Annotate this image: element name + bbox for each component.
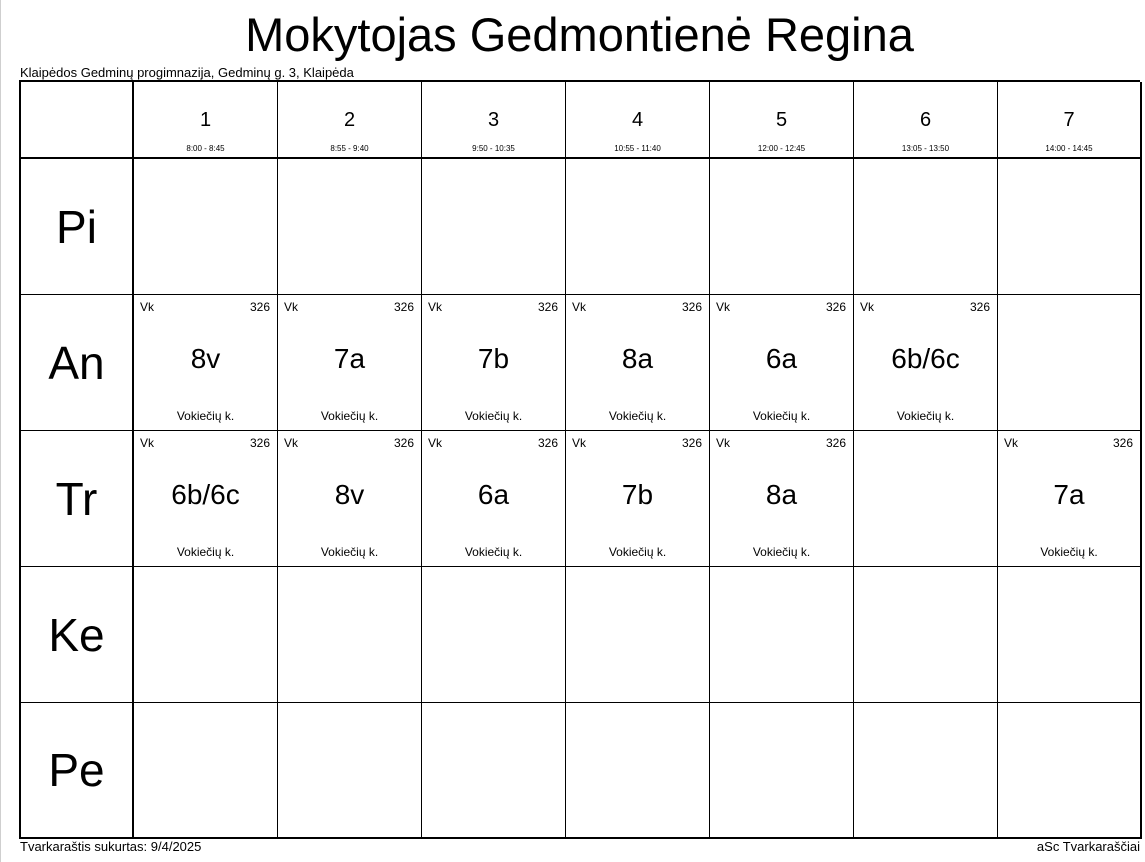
lesson-subject-name: Vokiečių k. bbox=[464, 409, 523, 423]
lesson-subject-name: Vokiečių k. bbox=[608, 545, 667, 559]
lesson-subject-code: Vk bbox=[572, 436, 587, 450]
lesson-class: 6a bbox=[765, 343, 798, 374]
lesson-room: 326 bbox=[249, 300, 270, 314]
software-brand: aSc Tvarkaraščiai bbox=[1036, 839, 1140, 854]
empty-slot bbox=[278, 567, 422, 703]
lesson-card[interactable] bbox=[566, 295, 710, 431]
period-header bbox=[854, 82, 998, 159]
lesson-class: 7a bbox=[333, 343, 366, 374]
period-header bbox=[134, 82, 278, 159]
period-number: 4 bbox=[631, 109, 644, 131]
lesson-class: 6a bbox=[477, 479, 510, 510]
lesson-room: 326 bbox=[681, 300, 702, 314]
lesson-subject-code: Vk bbox=[860, 300, 875, 314]
lesson-room: 326 bbox=[1112, 436, 1133, 450]
empty-slot bbox=[566, 567, 710, 703]
empty-slot bbox=[854, 567, 998, 703]
lesson-subject-name: Vokiečių k. bbox=[1040, 545, 1098, 559]
empty-slot bbox=[134, 703, 278, 839]
lesson-subject-code: Vk bbox=[140, 300, 155, 314]
period-number: 5 bbox=[775, 109, 788, 131]
page-edge-rule bbox=[0, 0, 1, 862]
empty-slot bbox=[566, 159, 710, 295]
day-label-cell bbox=[21, 703, 134, 839]
lesson-room: 326 bbox=[537, 300, 558, 314]
lesson-card[interactable] bbox=[278, 431, 422, 567]
empty-slot bbox=[710, 567, 854, 703]
lesson-subject-name: Vokiečių k. bbox=[752, 545, 811, 559]
period-number: 1 bbox=[199, 109, 212, 131]
period-time: 12:00 - 12:45 bbox=[757, 144, 806, 153]
lesson-subject-name: Vokiečių k. bbox=[320, 409, 379, 423]
period-time: 10:55 - 11:40 bbox=[614, 144, 661, 153]
day-label: Pe bbox=[48, 744, 105, 796]
period-header bbox=[998, 82, 1142, 159]
period-number: 7 bbox=[1063, 109, 1075, 131]
lesson-class: 6b/6c bbox=[891, 343, 960, 374]
empty-slot bbox=[998, 567, 1142, 703]
page-title: Mokytojas Gedmontienė Regina bbox=[245, 8, 914, 61]
empty-slot bbox=[566, 703, 710, 839]
lesson-room: 326 bbox=[537, 436, 558, 450]
lesson-card[interactable] bbox=[134, 295, 278, 431]
timetable-grid bbox=[19, 80, 1140, 839]
lesson-card[interactable] bbox=[710, 295, 854, 431]
lesson-room: 326 bbox=[825, 436, 846, 450]
lesson-card[interactable] bbox=[854, 295, 998, 431]
empty-slot bbox=[422, 159, 566, 295]
empty-slot bbox=[854, 703, 998, 839]
period-time: 8:00 - 8:45 bbox=[186, 144, 225, 153]
period-time: 14:00 - 14:45 bbox=[1045, 144, 1093, 153]
period-header bbox=[278, 82, 422, 159]
lesson-class: 8a bbox=[621, 343, 654, 374]
lesson-card[interactable] bbox=[566, 431, 710, 567]
day-label-cell bbox=[21, 567, 134, 703]
lesson-room: 326 bbox=[825, 300, 846, 314]
empty-slot bbox=[854, 159, 998, 295]
empty-slot bbox=[998, 159, 1142, 295]
lesson-card[interactable] bbox=[422, 295, 566, 431]
lesson-room: 326 bbox=[969, 300, 990, 314]
lesson-subject-name: Vokiečių k. bbox=[176, 545, 235, 559]
lesson-card[interactable] bbox=[278, 295, 422, 431]
lesson-subject-name: Vokiečių k. bbox=[176, 409, 235, 423]
created-date: Tvarkaraštis sukurtas: 9/4/2025 bbox=[20, 839, 202, 854]
lesson-subject-name: Vokiečių k. bbox=[752, 409, 811, 423]
day-label-cell bbox=[21, 431, 134, 567]
lesson-subject-code: Vk bbox=[140, 436, 155, 450]
lesson-room: 326 bbox=[393, 300, 414, 314]
lesson-subject-code: Vk bbox=[716, 436, 731, 450]
school-address: Klaipėdos Gedminų progimnazija, Gedminų g. 3, Klaipėda bbox=[20, 65, 354, 80]
day-label: An bbox=[48, 336, 105, 389]
lesson-subject-code: Vk bbox=[428, 300, 443, 314]
lesson-card[interactable] bbox=[998, 431, 1142, 567]
lesson-subject-code: Vk bbox=[428, 436, 443, 450]
period-header bbox=[422, 82, 566, 159]
empty-slot bbox=[998, 295, 1142, 431]
day-label-cell bbox=[21, 159, 134, 295]
period-time: 13:05 - 13:50 bbox=[901, 144, 950, 153]
lesson-subject-name: Vokiečių k. bbox=[464, 545, 523, 559]
lesson-class: 8v bbox=[190, 343, 221, 374]
lesson-card[interactable] bbox=[134, 431, 278, 567]
lesson-room: 326 bbox=[681, 436, 702, 450]
period-time: 9:50 - 10:35 bbox=[472, 144, 515, 153]
lesson-room: 326 bbox=[249, 436, 270, 450]
empty-slot bbox=[278, 159, 422, 295]
lesson-card[interactable] bbox=[710, 431, 854, 567]
day-label: Tr bbox=[55, 472, 98, 525]
empty-slot bbox=[710, 159, 854, 295]
lesson-subject-code: Vk bbox=[284, 300, 299, 314]
lesson-class: 7b bbox=[477, 343, 510, 374]
lesson-room: 326 bbox=[393, 436, 414, 450]
empty-slot bbox=[422, 567, 566, 703]
empty-slot bbox=[998, 703, 1142, 839]
day-label: Ke bbox=[48, 608, 105, 661]
lesson-class: 7b bbox=[621, 479, 654, 510]
period-number: 3 bbox=[487, 109, 500, 131]
lesson-class: 8a bbox=[765, 479, 798, 510]
empty-slot bbox=[422, 703, 566, 839]
period-number: 2 bbox=[343, 109, 356, 131]
lesson-subject-name: Vokiečių k. bbox=[896, 409, 955, 423]
lesson-card[interactable] bbox=[422, 431, 566, 567]
period-header bbox=[710, 82, 854, 159]
lesson-subject-name: Vokiečių k. bbox=[608, 409, 667, 423]
empty-slot bbox=[134, 159, 278, 295]
period-header bbox=[566, 82, 710, 159]
lesson-subject-code: Vk bbox=[716, 300, 731, 314]
empty-slot bbox=[710, 703, 854, 839]
lesson-subject-name: Vokiečių k. bbox=[320, 545, 379, 559]
lesson-subject-code: Vk bbox=[284, 436, 299, 450]
lesson-class: 7a bbox=[1053, 479, 1085, 510]
period-number: 6 bbox=[919, 109, 932, 131]
lesson-class: 8v bbox=[334, 479, 365, 510]
day-label-cell bbox=[21, 295, 134, 431]
lesson-class: 6b/6c bbox=[171, 479, 240, 510]
day-label: Pi bbox=[56, 200, 97, 253]
lesson-subject-code: Vk bbox=[572, 300, 587, 314]
empty-slot bbox=[854, 431, 998, 567]
empty-slot bbox=[134, 567, 278, 703]
timetable-corner bbox=[21, 82, 134, 159]
empty-slot bbox=[278, 703, 422, 839]
lesson-subject-code: Vk bbox=[1004, 436, 1019, 450]
period-time: 8:55 - 9:40 bbox=[330, 144, 369, 153]
